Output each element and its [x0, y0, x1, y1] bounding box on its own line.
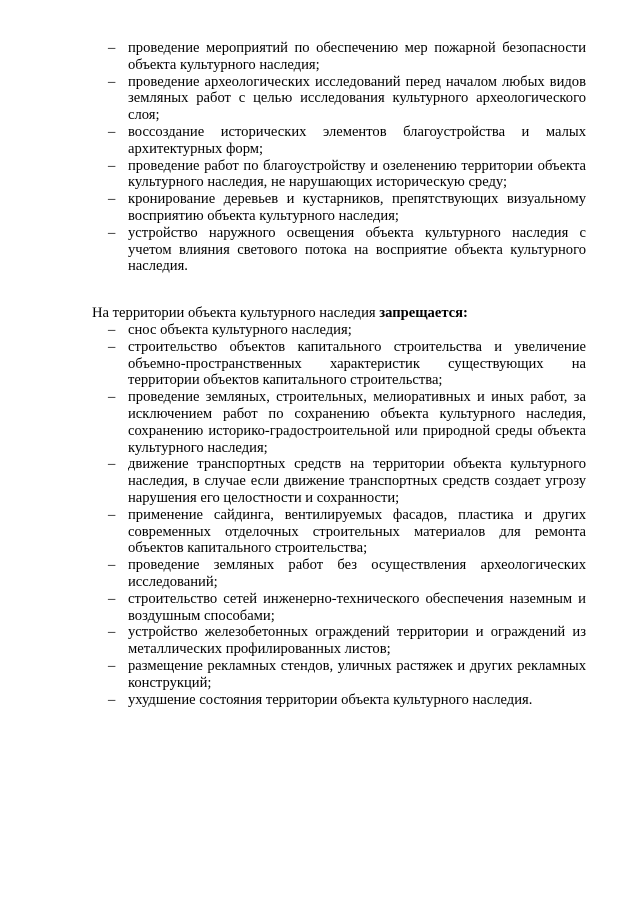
- list-dash: –: [108, 322, 116, 338]
- list-item: [0, 557, 640, 591]
- list-item: [0, 74, 640, 124]
- list-item-text: проведение земляных работ без осуществления археологических исследований;: [128, 557, 586, 590]
- list-item-text: проведение земляных, строительных, мелиоративных и иных работ, за исключением работ по сохранению объекта культурного наследия, сохранению историко-градостроительной или природной среды объекта культурного наследия;: [128, 389, 586, 456]
- list-dash: –: [108, 40, 116, 56]
- list-item-text: устройство железобетонных ограждений территории и ограждений из металлических профилированных листов;: [128, 624, 586, 658]
- list-dash: –: [108, 657, 116, 674]
- list-item: [0, 456, 640, 506]
- prohibition-intro: [92, 305, 468, 322]
- list-dash: –: [108, 590, 116, 607]
- list-dash: –: [108, 157, 116, 174]
- list-item-text: строительство объектов капитального строительства и увеличение объемно-пространственных характеристик существующих на территории объектов капитального строительства;: [128, 338, 586, 389]
- list-item: [0, 124, 640, 158]
- list-dash: –: [108, 224, 116, 241]
- list-dash: –: [108, 191, 116, 208]
- list-dash: –: [108, 624, 116, 641]
- list-item-text: движение транспортных средств на территории объекта культурного наследия, в случае если движение транспортных средств создает угрозу нарушения его целостности и сохранности;: [128, 456, 586, 506]
- list-item: [0, 339, 640, 389]
- prohibited-works-list: [0, 322, 640, 708]
- list-dash: –: [108, 456, 116, 473]
- list-item-text: применение сайдинга, вентилируемых фасадов, пластика и других современных отделочных строительных материалов для ремонта объектов капитального строительства;: [128, 506, 586, 557]
- list-dash: –: [108, 691, 116, 708]
- list-item: [0, 591, 640, 625]
- list-dash: –: [108, 506, 116, 523]
- list-item: [0, 389, 640, 456]
- list-item: [0, 158, 640, 192]
- list-item: [0, 322, 640, 339]
- list-item: [0, 658, 640, 692]
- list-item-text: кронирование деревьев и кустарников, препятствующих визуальному восприятию объекта культурного наследия;: [128, 191, 586, 224]
- list-dash: –: [108, 389, 116, 406]
- list-item-text: воссоздание исторических элементов благоустройства и малых архитектурных форм;: [128, 123, 586, 157]
- list-dash: –: [108, 123, 116, 140]
- list-item: [0, 40, 640, 74]
- list-item-text: проведение археологических исследований перед началом любых видов земляных работ с целью исследования культурного археологического слоя;: [128, 73, 586, 124]
- list-item-text: проведение мероприятий по обеспечению мер пожарной безопасности объекта культурного наследия;: [128, 40, 586, 73]
- list-item-text: размещение рекламных стендов, уличных растяжек и других рекламных конструкций;: [128, 657, 586, 691]
- list-item: [0, 692, 640, 709]
- list-item-text: снос объекта культурного наследия;: [128, 322, 352, 338]
- intro-text: На территории объекта культурного наследия: [92, 305, 380, 321]
- list-item: [0, 191, 640, 225]
- list-item-text: проведение работ по благоустройству и озеленению территории объекта культурного наследия, не нарушающих историческую среду;: [128, 157, 586, 191]
- list-item: [0, 225, 640, 275]
- list-item: [0, 624, 640, 658]
- list-item-text: устройство наружного освещения объекта культурного наследия с учетом влияния светового потока на восприятие объекта культурного наследия.: [128, 224, 586, 275]
- list-item-text: ухудшение состояния территории объекта культурного наследия.: [128, 691, 533, 708]
- permitted-works-list: [0, 40, 640, 275]
- list-dash: –: [108, 73, 116, 90]
- list-dash: –: [108, 557, 116, 574]
- list-dash: –: [108, 338, 116, 355]
- list-item-text: строительство сетей инженерно-технического обеспечения наземным и воздушным способами;: [128, 590, 586, 624]
- list-item: [0, 507, 640, 557]
- intro-bold: запрещается:: [379, 305, 468, 321]
